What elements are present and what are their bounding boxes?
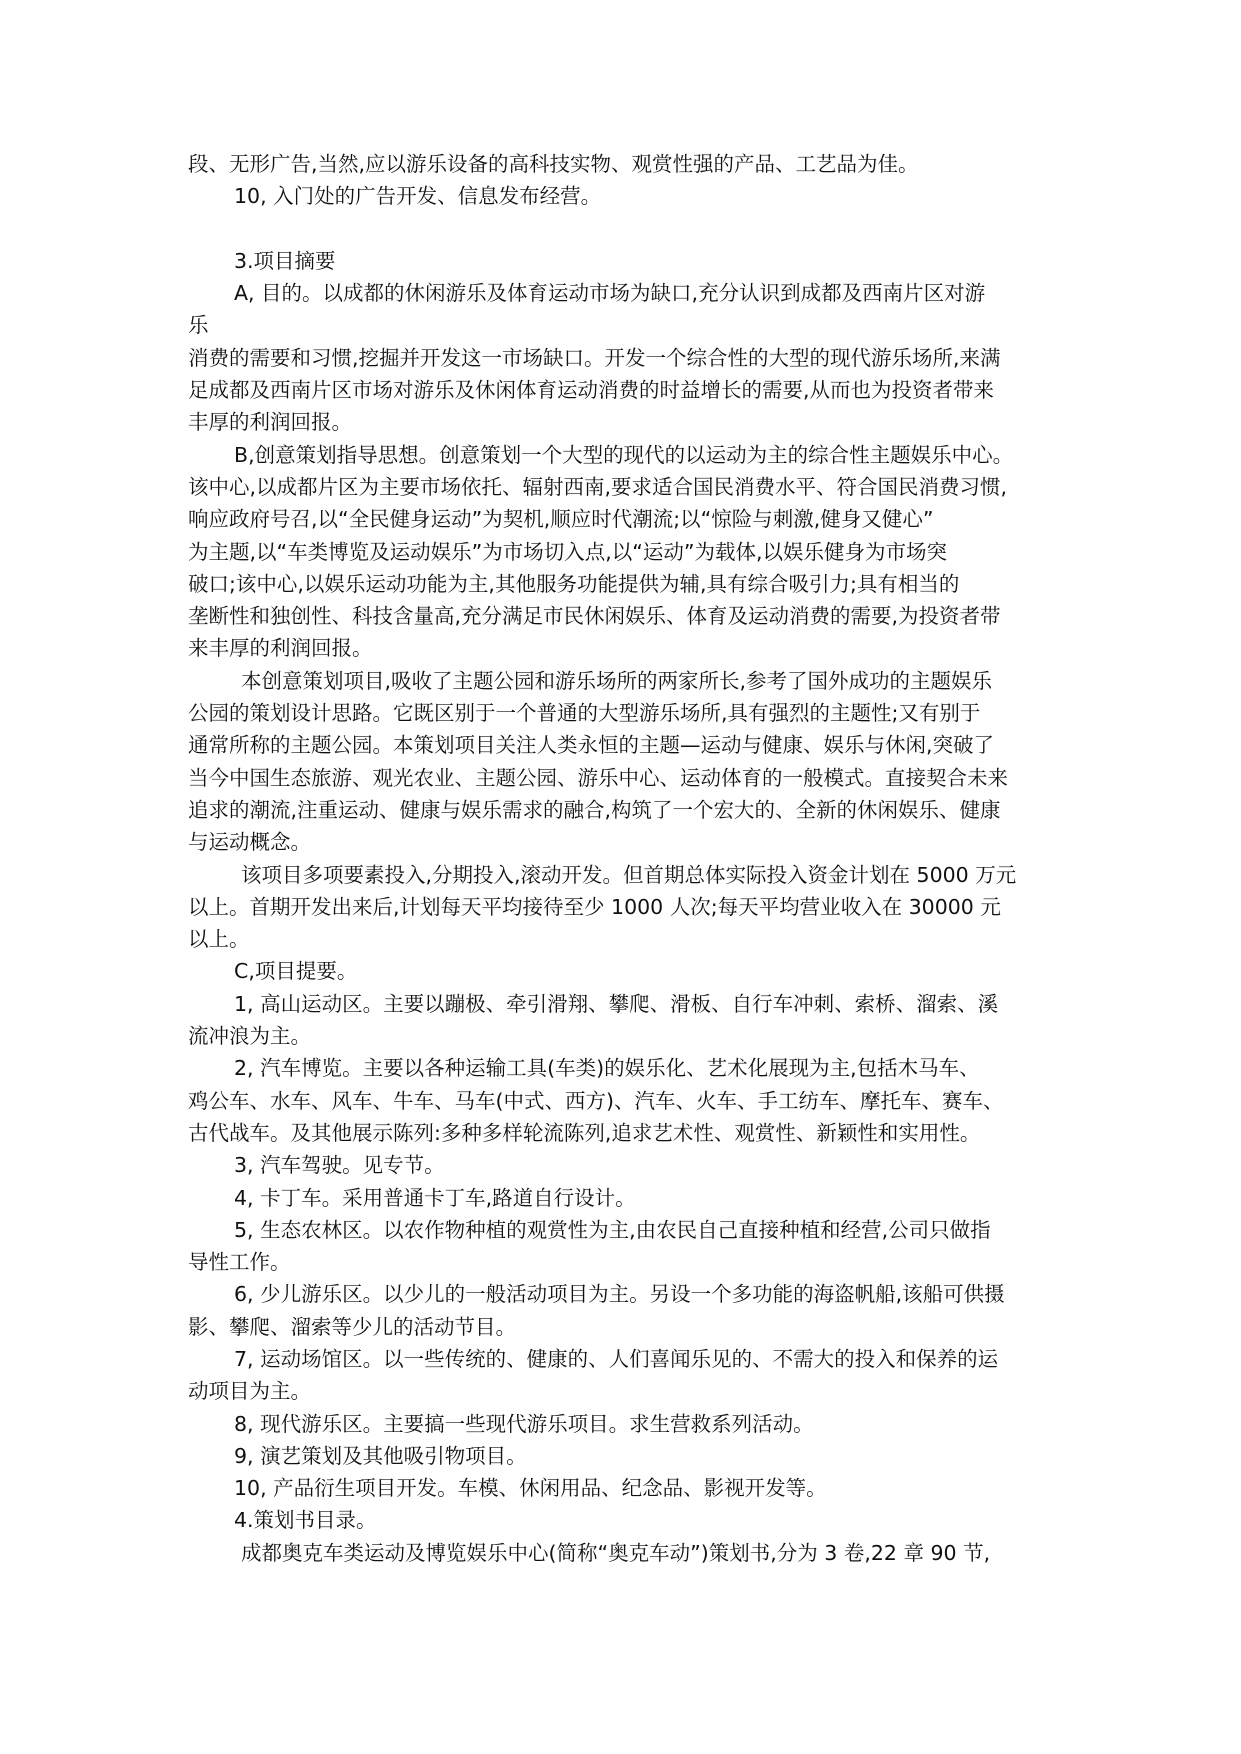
list-item: 动项目为主。 <box>188 1379 311 1404</box>
list-item: 4, 卡丁车。采用普通卡丁车,路道自行设计。 <box>234 1185 636 1210</box>
paragraph-line: 为主题,以“车类博览及运动娱乐”为市场切入点,以“运动”为载体,以娱乐健身为市场突 <box>188 539 948 564</box>
paragraph-line: 该项目多项要素投入,分期投入,滚动开发。但首期总体实际投入资金计划在 5000 万元 <box>241 862 1017 887</box>
paragraph-line: 通常所称的主题公园。本策划项目关注人类永恒的主题—运动与健康、娱乐与休闲,突破了 <box>188 733 995 758</box>
list-item: 流冲浪为主。 <box>188 1024 311 1049</box>
list-item: 6, 少儿游乐区。以少儿的一般活动项目为主。另设一个多功能的海盗帆船,该船可供摄 <box>234 1282 1005 1307</box>
paragraph-line: 破口;该中心,以娱乐运动功能为主,其他服务功能提供为辅,具有综合吸引力;具有相当的 <box>188 571 960 596</box>
section-heading: 4.策划书目录。 <box>234 1508 377 1533</box>
paragraph-line: 该中心,以成都片区为主要市场依托、辐射西南,要求适合国民消费水平、符合国民消费习惯, <box>188 474 1008 499</box>
paragraph-line: 10, 入门处的广告开发、信息发布经营。 <box>234 184 602 209</box>
paragraph-line: 响应政府号召,以“全民健身运动”为契机,顺应时代潮流;以“惊险与刺激,健身又健心” <box>188 507 934 532</box>
paragraph-line: 当今中国生态旅游、观光农业、主题公园、游乐中心、运动体育的一般模式。直接契合未来 <box>188 765 1008 790</box>
list-item: 影、攀爬、溜索等少儿的活动节目。 <box>188 1314 516 1339</box>
paragraph-line: 以上。首期开发出来后,计划每天平均接待至少 1000 人次;每天平均营业收入在 30000 元 <box>188 894 1001 919</box>
paragraph-line: 追求的潮流,注重运动、健康与娱乐需求的融合,构筑了一个宏大的、全新的休闲娱乐、健康 <box>188 797 1001 822</box>
paragraph-line: 段、无形广告,当然,应以游乐设备的高科技实物、观赏性强的产品、工艺品为佳。 <box>188 152 919 176</box>
paragraph-line: 乐 <box>188 313 209 338</box>
paragraph-line: A, 目的。以成都的休闲游乐及体育运动市场为缺口,充分认识到成都及西南片区对游 <box>234 281 986 306</box>
paragraph-line: 丰厚的利润回报。 <box>188 410 352 435</box>
list-item: 2, 汽车博览。主要以各种运输工具(车类)的娱乐化、艺术化展现为主,包括木马车、 <box>234 1056 980 1081</box>
list-item: 7, 运动场馆区。以一些传统的、健康的、人们喜闻乐见的、不需大的投入和保养的运 <box>234 1346 999 1371</box>
paragraph-line: 与运动概念。 <box>188 830 311 855</box>
paragraph-line: 垄断性和独创性、科技含量高,充分满足市民休闲娱乐、体育及运动消费的需要,为投资者带 <box>188 604 1001 629</box>
paragraph-line: 本创意策划项目,吸收了主题公园和游乐场所的两家所长,参考了国外成功的主题娱乐 <box>241 668 993 693</box>
list-item: 导性工作。 <box>188 1250 291 1275</box>
paragraph-line: C,项目提要。 <box>234 959 358 984</box>
list-item: 10, 产品衍生项目开发。车模、休闲用品、纪念品、影视开发等。 <box>234 1476 827 1501</box>
list-item: 古代战车。及其他展示陈列:多种多样轮流陈列,追求艺术性、观赏性、新颖性和实用性。 <box>188 1120 981 1145</box>
paragraph-line: 以上。 <box>188 927 250 952</box>
list-item: 9, 演艺策划及其他吸引物项目。 <box>234 1443 527 1468</box>
list-item: 3, 汽车驾驶。见专节。 <box>234 1153 445 1178</box>
paragraph-line: 公园的策划设计思路。它既区别于一个普通的大型游乐场所,具有强烈的主题性;又有别于 <box>188 701 981 726</box>
list-item: 鸡公车、水车、风车、牛车、马车(中式、西方)、汽车、火车、手工纺车、摩托车、赛车、 <box>188 1088 1004 1113</box>
paragraph-line: 消费的需要和习惯,挖掘并开发这一市场缺口。开发一个综合性的大型的现代游乐场所,来满 <box>188 345 1001 370</box>
paragraph-line: B,创意策划指导思想。创意策划一个大型的现代的以运动为主的综合性主题娱乐中心。 <box>234 442 1014 467</box>
paragraph-line: 来丰厚的利润回报。 <box>188 636 373 661</box>
blank-line <box>188 213 1068 245</box>
list-item: 1, 高山运动区。主要以蹦极、牵引滑翔、攀爬、滑板、自行车冲刺、索桥、溜索、溪 <box>234 991 999 1016</box>
paragraph-line: 成都奥克车类运动及博览娱乐中心(简称“奥克车动”)策划书,分为 3 卷,22 章 90 节, <box>241 1540 991 1565</box>
paragraph-line: 足成都及西南片区市场对游乐及休闲体育运动消费的时益增长的需要,从而也为投资者带来 <box>188 378 995 403</box>
document-body <box>188 148 1068 1569</box>
list-item: 8, 现代游乐区。主要搞一些现代游乐项目。求生营救系列活动。 <box>234 1411 814 1436</box>
list-item: 5, 生态农林区。以农作物种植的观赏性为主,由农民自己直接种植和经营,公司只做指 <box>234 1217 991 1242</box>
section-heading: 3.项目摘要 <box>234 248 336 273</box>
